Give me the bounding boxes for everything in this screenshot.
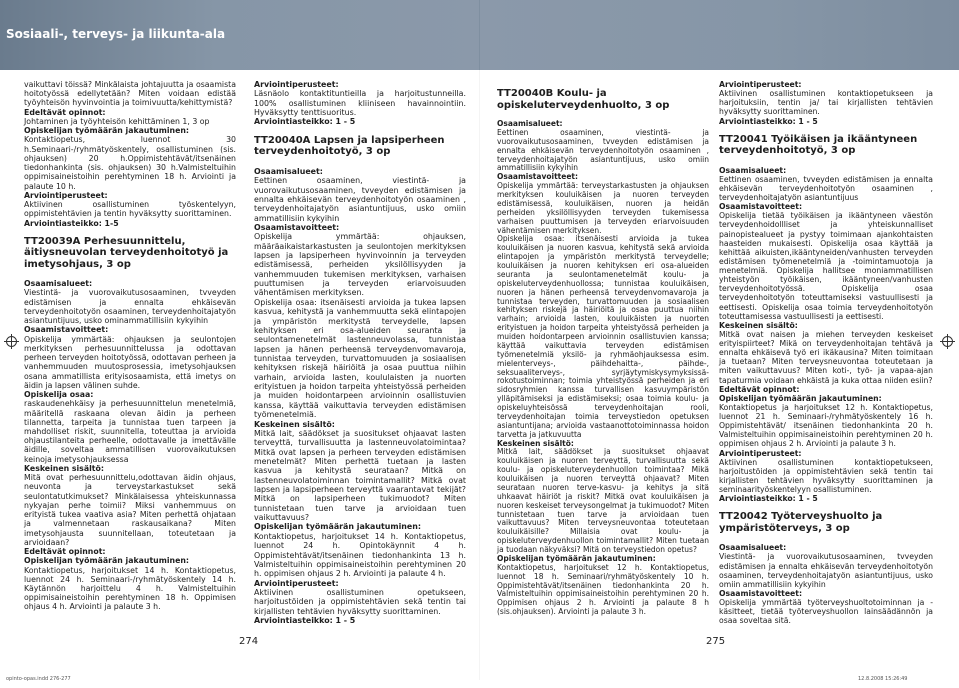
header-right-panel bbox=[480, 0, 959, 70]
body-text: Kontaktiopetus, harjoitukset 14 h. Kontaktiopetus, luennot 24 h. Opintokäynnit 4 h. Oppimistehtävät/itsenäinen tiedonhankinta 13 h. Valmisteltuihin oppimisaineistoihin perehtyminen 20 h. oppimisen ohjaus 2 h. Arviointi ja palaute 4 h. bbox=[254, 531, 466, 579]
body-text: vaikuttavi töissä? Minkälaista johtajuutta ja osaamista hoitotyössä edellytetään? Miten voidaan edistää työyhteisön hyvinvointia ja toimivuutta/kehittymistä? bbox=[24, 80, 236, 108]
field-label: Osaamistavoitteet: bbox=[497, 172, 578, 182]
field-label: Arviointiasteikko: 1 - 5 bbox=[719, 116, 818, 126]
registration-mark-left bbox=[6, 336, 17, 347]
page-fold bbox=[479, 70, 480, 680]
body-text: Kontaktiopetus, harjoitukset 12 h. Kontaktiopetus, luennot 18 h. Seminaari/ryhmätyöskentely 10 h. Oppimistehtävät/itsenäinen tiedonhankinta 20 h. Valmisteltuihin oppimisaineistoihin perehtyminen 20 h. Oppimisen ohjaus 2 h. Arviointi ja palaute 8 h (sis.ohjauksen). Arviointi ja palaute 3 h. bbox=[497, 562, 709, 617]
body-text: Aktiivinen osallistuminen kontaktiopetukseen, harjoitustöiden ja oppimistehtävien sekä tentin tai kirjallisten tehtävien hyväksytty suorittaminen ja seminaarityöskentelyyn osallistuminen. bbox=[719, 457, 933, 494]
body-text: Mitä ovat perhesuunnittelu,odottavan äidin ohjaus, neuvonta ja terveystarkastukset sekä seulontatutkimukset? Minkälaisessa yhteiskunnassa nykyajan perhe toimii? Miksi vanhemmuus on erityistä tukea vaativa asia? Miten perhettä ohjataan ja valmennetaan raskausaikana? Miten imetysohjausta suunnitellaan, toteutetaan ja arvioidaan? bbox=[24, 473, 236, 547]
field-label: Edeltävät opinnot: bbox=[24, 547, 106, 557]
field-label: Opiskelijan työmäärän jakautuminen: bbox=[497, 553, 656, 563]
body-text: Aktiivinen osallistuminen opetukseen, harjoitustöiden ja oppimistehtävien sekä tentin tai kirjallisten tehtävien hyväksytty suorittaminen. bbox=[254, 587, 466, 616]
page-number-left: 274 bbox=[239, 636, 259, 647]
field-label: Opiskelija osaa: bbox=[24, 390, 94, 400]
body-text: raskaudenehkäisy ja perhesuunnittelun menetelmiä, määritellä raskaana olevan äidin ja perheen tilannetta, tarpeita ja tunnistaa tuen tarpeen ja mahdolliset riskit, suunnitella, toteuttaa ja arvioida ohjaustilanteita perheelle, odottavalle ja imettävälle äidille, soveltaa ammatillisen vuorovaikutuksen keinoja imetysohjauksessa bbox=[24, 399, 236, 464]
print-slug-right: 12.8.2008 15:26:49 bbox=[858, 676, 908, 682]
page-number-right: 275 bbox=[706, 636, 726, 647]
body-text: Mitkä lait, säädökset ja suositukset ohjaavat kouluikäisen ja nuoren terveyttä, turvallisuutta sekä koulu- ja opiskeluterveydenhuollon toimintaa? Mikä kouluikäisen ja nuoren terveyttä ohjaavat? Miten seurataan nuoren terve-kasvu- ja kehitys ja sitä uhkaavat häiriöt ja riskit? Mitkä ovat kouluikäisen ja nuoren keskeiset terveysongelmat ja tukimuodot? Miten tunnistetaan tuen tarve ja arvioidaan tuen vaikuttavuus? Miten terveysneuvontaa toteutetaan kouluikäisille? Millaisia ovat koulu- ja opiskeluterveydenhuollon toimintamallit? Miten tuetaan ja tuodaan näkyväksi? Mitä on terveystiedon opetus? bbox=[497, 447, 709, 554]
body-text: Viestintä- ja vuorovaikutusosaaminen, tvveyden edistämisen ja ennalta ehkäisevän terveydenhoitotyön osaaminen, terveydenhoitajatyön asiantuntijuus, usko ominammatillisiin kykyihin bbox=[24, 288, 236, 326]
body-text: Eettinen osaaminen, viestintä- ja vuorovaikutusosaaminen, tvveyden edistämisen ja ennalta ehkäisevän terveydenhoitotyön osaaminen , terveydenhoitajatyön asiantuntijuus, usko omiin ammatillisiin kykyihin bbox=[254, 176, 466, 223]
field-label: Arviointiperusteet: bbox=[719, 80, 802, 89]
field-label: Opiskelijan työmäärän jakautuminen: bbox=[24, 556, 190, 566]
body-text: Opiskelija ymmärtää työterveyshuoltotoiminnan ja -käsitteet, tietää työterveyshuollon lainsäädännön ja osaa soveltaa sitä. bbox=[719, 598, 933, 626]
field-label: Edeltävät opinnot: bbox=[719, 384, 800, 394]
text-column-1 bbox=[24, 80, 236, 612]
body-text: Eettinen osaaminen, viestintä- ja vuorovaikutusosaaminen, tvveyden edistämisen ja ennalta ehkäisevän terveydenhoitotyön osaaminen , terveydenhoitajatyön asiantuntijuus, usko omiin ammatillisiin kykyihin bbox=[497, 127, 709, 173]
field-label: Osaamistavoitteet: bbox=[254, 222, 340, 232]
body-text: Eettinen osaaminen, tvveyden edistämisen ja ennalta ehkäisevän terveydenhoitotyön osaaminen , terveydenhoitajatyön asiantuntijuus bbox=[719, 174, 933, 202]
course-heading: TT20040B Koulu- ja opiskeluterveydenhuolto, 3 op bbox=[497, 88, 670, 111]
text-column-4 bbox=[719, 80, 933, 625]
course-heading: TT20042 Työterveyshuolto ja ympäristöterveys, 3 op bbox=[719, 511, 883, 534]
field-label: Osaamisalueet: bbox=[497, 119, 563, 128]
text-column-3 bbox=[497, 80, 709, 617]
body-text: Mitkä ovat naisen ja miehen terveyden keskeiset erityispiirteet? Mikä on terveydenhoitajan tehtävä ja ennalta ehkäisevä työ eri ikäkausina? Miten toimitaan ja tuetaan? Miten terveysneuvontaa toteutetaan ja miten vaikuttavuus? Miten koti-, työ- ja vapaa-ajan tapaturmia voidaan ehkäistä ja kuka ottaa niiden esiin? bbox=[719, 329, 933, 385]
body-text: Kontaktiopetus, harjoitukset 14 h. Kontaktiopetus, luennot 24 h. Seminaari-/ryhmätyöskentely 14 h. Käytännön harjoittelu 4 h. Valmisteltuihin oppimisaineistoihin perehtyminen 18 h. Oppimisen ohjaus 4 h. Arviointi ja palaute 3 h. bbox=[24, 565, 236, 612]
field-label: Osaamistavoitteet: bbox=[719, 588, 803, 598]
course-heading: TT20039A Perhesuunnittelu, äitiysneuvolan terveydenhoitotyö ja imetysohjaus, 3 op bbox=[24, 235, 229, 270]
field-label: Arviointiperusteet: bbox=[24, 190, 108, 200]
field-label: Keskeinen sisältö: bbox=[254, 419, 335, 429]
body-text: Opiskelija osaa: itsenäisesti arvioida ja tukea kouluikäisen ja nuoren kasvua, kehitystä sekä arvioida elintapojen ja ympäristön merkitystä terveydelle; kouluikäisen ja nuoren kehityksen eri osa-alueiden seuranta ja seulontamenetelmät koulu- ja opiskeluterveydenhuollossa; tunnistaa kouluikäisen, nuoren ja hänen perheensä terveydenvomavaroja ja tunnistaa terveyden, turvattomuuden ja sosiaalisen kehityksen riskejä ja häiriöitä ja osaa puuttua niihin varhain; arvioida lasten, kouluikäisten ja nuorten erityistuen ja hoidon tarpeita yhteistyössä perheiden ja muiden hoidontarpeen arvioinnin osallistuvien kanssa; käyttää vaikuttavia terveyden edistämisen työmenetelmiä yksilö- ja ryhmäohjauksessa esim. mielenterveys-, päihdehaitta-, päihde-, seksuaaliterveys-, syrjäytymiskysymyksissä- rokotustoiminnan; toimia yhteistyössä perheiden ja eri sidosryhmien kanssa turvallisen kasvuympäristön ylläpitämiseksi ja edistämiseksi; osaa toimia koulu- ja opiskeluyhteisössä terveydenhoitajan rooli, terveydenhoitajan toimia terveystiedon opetuksen asiantuntijana; arvioida vastaanottotoiminnassa hoidon tarvetta ja jatkuvuutta bbox=[497, 234, 709, 439]
field-label: Osaamistavoitteet: bbox=[24, 325, 109, 335]
registration-mark-right bbox=[942, 336, 953, 347]
body-text: Opiskelija ymmärtää: ohjauksen, määräaikaistarkastusten ja seulontojen merkityksen lapsen ja lapsiperheen hyvinvoinnin ja terveyden edistämisessä, perheiden yksilöllisyyden ja vanhemmuuden tukemisen merkityksen, varhaisen puuttumisen ja terveyden eriarvoisuuden vähentämisen merkityksen. bbox=[254, 232, 466, 298]
course-heading: TT20040A Lapsen ja lapsiperheen terveydenhoitotyö, 3 op bbox=[254, 134, 445, 158]
text-column-2 bbox=[254, 80, 466, 625]
body-text: Läsnäolo kontaktituntieilla ja harjoitustunneilla. 100% osallistuminen kliiniseen havainnointiin. Hyväksytty tenttisuoritus. bbox=[254, 89, 466, 118]
field-label: Keskeinen sisältö: bbox=[497, 438, 574, 448]
body-text: Aktiivinen osallistuminen kontaktiopetukseen ja harjoituksiin, tentin ja/ tai kirjallisten tehtävien hyväksytty suorittaminen. bbox=[719, 89, 933, 117]
body-text: Kontaktiopetus ja harjoitukset 12 h. Kontaktiopetus, luennot 21 h. Seminaari-/ryhmätyöskentely 16 h. Oppimistehtävät/ itsenäinen tiedonhankinta 20 h. Valmisteltuihin oppimisaineistoihin perehtyminen 20 h. oppimisen ohjaus 2 h. Arviointi ja palaute 3 h. bbox=[719, 402, 933, 449]
field-label: Opiskelijan työmäärän jakautuminen: bbox=[719, 393, 882, 403]
field-label: Osaamisalueet: bbox=[719, 543, 787, 553]
field-label: Opiskelijan työmäärän jakautuminen: bbox=[254, 522, 422, 532]
field-label: Arviointiasteikko: 1 - 5 bbox=[719, 494, 818, 504]
field-label: Arviointiperusteet: bbox=[719, 448, 802, 458]
body-text: Aktiivinen osallistuminen työskentelyyn, oppimistehtävien ja tentin hyväksytty suorittaminen. bbox=[24, 200, 236, 219]
field-label: Osaamisalueet: bbox=[24, 279, 93, 289]
field-label: Arviointiasteikko: 1 - 5 bbox=[254, 616, 356, 626]
body-text: Viestintä- ja vuorovaikutusosaaminen, tvveyden edistämisen ja ennalta ehkäisevän terveydenhoitotyön osaaminen, terveydenhoitajatyön asiantuntijuus, usko omiin ammatillisiin kykyihin bbox=[719, 552, 933, 589]
section-title: Sosiaali-, terveys- ja liikunta-ala bbox=[6, 27, 226, 41]
field-label: Arviointiperusteet: bbox=[254, 80, 339, 89]
field-label: Opiskelijan työmäärän jakautuminen: bbox=[24, 126, 190, 136]
field-label: Keskeinen sisältö: bbox=[24, 463, 104, 473]
body-text: Kontaktiopetus, luennot 30 h.Seminaari-/ryhmätyöskentely, osallistuminen (sis. ohjauksen) 20 h.Oppimistehtävät/itsenäinen tiedonhankinta (sis. ohjauksen) 30 h.Valmisteltuihin oppimisaineistoihin perehtyminen 18 h. Arviointi ja palaute 10 h. bbox=[24, 135, 236, 191]
field-label: Keskeinen sisältö: bbox=[719, 320, 798, 330]
field-label: Osaamistavoitteet: bbox=[719, 202, 803, 212]
body-text: Johtaminen ja työyhteisön kehittäminen 1, 3 op bbox=[24, 116, 210, 126]
field-label: Arviointiasteikko: 1-5 bbox=[24, 218, 119, 228]
body-text: Opiskelija ymmärtää: ohjauksen ja seulontojen merkityksen perhesuunnittelussa ja odottavan perheen terveyden hoitotyössä, odottavan perheen ja vanhemmuuden muutosprosessia, imetysohjauksen osana ammatillista erityisosaamista, että imetys on äidin ja lapsen välinen suhde. bbox=[24, 334, 236, 390]
field-label: Osaamisalueet: bbox=[719, 165, 787, 175]
field-label: Edeltävät opinnot: bbox=[24, 107, 106, 117]
field-label: Arviointiasteikko: 1 - 5 bbox=[254, 117, 356, 127]
print-slug-left: opinto-opas.indd 276-277 bbox=[6, 676, 71, 682]
body-text: Mitkä lait, säädökset ja suositukset ohjaavat lasten terveyttä, turvallisuutta ja lastenneuvolatoimintaa? Mitkä ovat lapsen ja perheen terveyden edistämisen menetelmät? Miten perhettä tuetaan ja lasten kasvua ja kehitystä seurataan? Mitkä on lastenneuvolatoiminnan toimintamallit? Mitkä ovat lapsen ja lapsiperheen terveyttä vaarantavat tekijät? Mitkä on lapsiperheen tukimuodot? Miten tunnistetaan tuen tarve ja arvioidaan tuen vaikuttavuus? bbox=[254, 428, 466, 523]
field-label: Arviointiperusteet: bbox=[254, 578, 339, 588]
body-text: Opiskelija osaa: itsenäisesti arvioida ja tukea lapsen kasvua, kehitystä ja vanhemmuutta sekä elintapojen ja ympäristön merkitystä terveydelle, lapsen kehityksen eri osa-alueiden seuranta ja seulontamenetelmät lastenneuvolassa, tunnistaa lapsen ja hänen perheensä terveydenvomavaroja, tunnistaa terveyden, turvattomuuden ja sosiaalisen kehityksen riskejä häiriöitä ja osaa puuttua niihin varhain, arvioida lasten, koululaisten ja nuorten erityistuen ja hoidon tarpeita yhteistyössä perheiden ja muiden hoidontarpeen arvioinnin osallistuvien kanssa, käyttää vaikuttavia terveyden edistämisen työmenetelmiä. bbox=[254, 297, 466, 420]
body-text: Opiskelija ymmärtää: terveystarkastusten ja ohjauksen merkityksen kouluikäisen ja nuoren terveyden edistämisessä, kouluikäisen, nuoren ja heidän perheiden yksilöllisyyden terveyden tukemisessa varhaisen puuttumisen ja terveyden eriarvoisuuden vähentämisen merkityksen. bbox=[497, 181, 709, 235]
body-text: Opiskelija tietää työikäisen ja ikääntyneen väestön terveydenhoidollliset ja yhteiskunnalliset painopistealueet ja pystyy toimimaan ajankohtaisten haasteiden mukaisesti. Opiskelija osaa käyttää ja kehittää aikuisten,ikääntyneiden/vanhusten terveyden edistämisen työmenetelmiä ja -toimintamuotoja ja menetelmiä. Opiskelija hallitsee moniammatillisen yhteistyön työikäisen, ikääntyneen/vanhusten terveydenhoitotyössä. Opiskelija osaa terveydenhoitotyön toteuttamiseksi vastuullisesti ja eettisesti. Opiskelija osaa toimia terveydenhoitotyön toteuttamisessa vastuullisesti ja eettisesti. bbox=[719, 211, 933, 321]
field-label: Osaamisalueet: bbox=[254, 166, 323, 176]
course-heading: TT20041 Työikäisen ja ikääntyneen terveydenhoitotyö, 3 op bbox=[719, 133, 918, 157]
header-band bbox=[0, 0, 959, 70]
